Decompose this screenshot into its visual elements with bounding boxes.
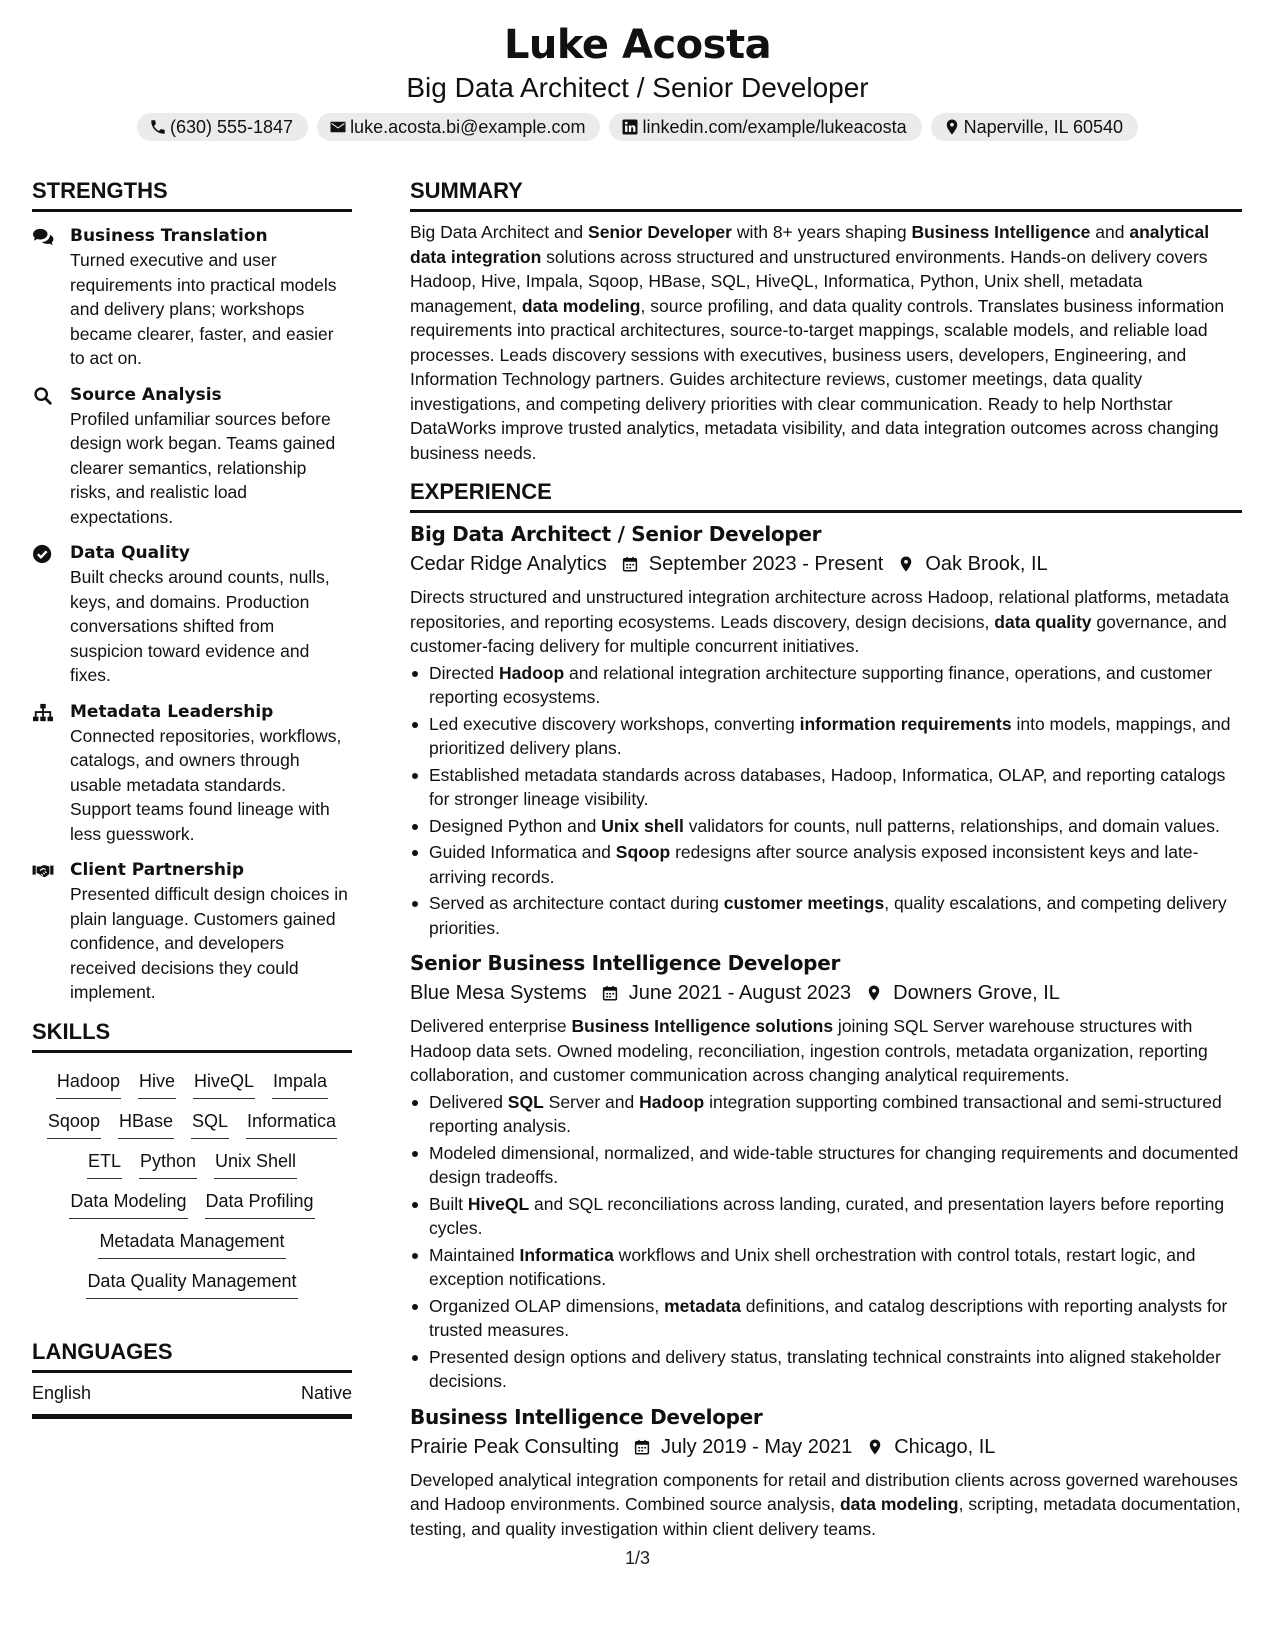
job-title: Business Intelligence Developer bbox=[410, 1404, 763, 1429]
contact-text: linkedin.com/example/lukeacosta bbox=[642, 116, 907, 137]
skills-row bbox=[34, 1109, 350, 1139]
strength-title: Business Translation bbox=[70, 226, 268, 246]
skill-tag: Hive bbox=[138, 1069, 176, 1099]
languages-list bbox=[32, 1377, 352, 1419]
bullet-item bbox=[410, 840, 1242, 889]
skill-tag: Sqoop bbox=[47, 1109, 101, 1139]
strength-item bbox=[32, 541, 352, 688]
text-run: Big Data Architect and bbox=[410, 222, 589, 242]
bullet-item bbox=[410, 763, 1242, 812]
bold-text: HiveQL bbox=[467, 1193, 530, 1214]
skills-row bbox=[34, 1229, 350, 1259]
strength-body bbox=[70, 858, 352, 1005]
check-circle-icon bbox=[32, 541, 60, 688]
text-run: solutions across structured and unstructured environments. Hands-on delivery covers Hadoop, Hive, Impala, Sqoop, HBase, SQL, HiveQL, Informatica, Python, Unix shell, metadata management, bbox=[410, 246, 1208, 316]
candidate-name: Luke Acosta bbox=[503, 22, 772, 68]
job-location: Downers Grove, IL bbox=[893, 982, 1060, 1004]
map-pin-icon bbox=[852, 1437, 894, 1457]
text-run: into models, mappings, and prioritized delivery plans. bbox=[429, 713, 1231, 758]
experience-entry bbox=[410, 1402, 1242, 1542]
envelope-icon bbox=[329, 118, 347, 136]
language-row bbox=[32, 1377, 352, 1419]
bullet-item bbox=[410, 1141, 1242, 1190]
text-run: and relational integration architecture supporting finance, operations, and customer reporting ecosystems. bbox=[429, 662, 1213, 707]
handshake-icon bbox=[32, 858, 60, 1005]
bullet-item bbox=[410, 661, 1242, 710]
text-run: Server and bbox=[543, 1091, 640, 1112]
text-run: and bbox=[1090, 222, 1130, 242]
text-run: Served as architecture contact during bbox=[429, 893, 724, 913]
language-name: English bbox=[32, 1382, 92, 1403]
job-meta bbox=[410, 1432, 1242, 1462]
experience-list bbox=[410, 519, 1242, 1541]
bold-text: Sqoop bbox=[615, 842, 671, 862]
text-run: Modeled dimensional, normalized, and wide-table structures for changing requirements and documented design tradeoffs. bbox=[429, 1142, 1239, 1187]
skills-row bbox=[34, 1149, 350, 1179]
skill-tag: ETL bbox=[87, 1149, 122, 1179]
text-run: Maintained bbox=[429, 1244, 520, 1265]
text-run: Designed Python and bbox=[429, 815, 602, 836]
strength-description: Turned executive and user requirements into practical models and delivery plans; workshops became clearer, faster, and easier to act on. bbox=[70, 250, 337, 368]
skill-tag: Informatica bbox=[246, 1109, 337, 1139]
bullet-item bbox=[410, 1345, 1242, 1394]
job-title: Senior Business Intelligence Developer bbox=[410, 951, 841, 975]
skill-tag: Impala bbox=[272, 1069, 328, 1099]
text-run: Presented design options and delivery status, translating technical constraints into aligned stakeholder decisions. bbox=[429, 1346, 1221, 1391]
strength-description: Built checks around counts, nulls, keys, and domains. Production conversations shifted from suspicion toward evidence and fixes. bbox=[70, 567, 330, 685]
text-run: with 8+ years shaping bbox=[731, 222, 912, 242]
calendar-icon bbox=[619, 1437, 661, 1457]
contact-text: (630) 555-1847 bbox=[169, 116, 294, 137]
text-run: , source profiling, and data quality controls. Translates business information requirements into practical architectures, source-to-target mappings, scalable models, and reliable load processes. Leads discovery sessions with executives, business users, developers, Engineering, and Information Technology partners. Guides architecture reviews, customer meetings, data quality investigations, and competing delivery priorities with clear communication. Ready to help Northstar DataWorks improve trusted analytics, metadata visibility, and data integration outcomes across changing business needs. bbox=[410, 295, 1225, 463]
text-run: Organized OLAP dimensions, bbox=[429, 1295, 665, 1316]
contact-text: Naperville, IL 60540 bbox=[963, 116, 1124, 137]
text-run: Delivered enterprise bbox=[410, 1016, 572, 1036]
strength-item bbox=[32, 858, 352, 1005]
job-description bbox=[410, 1468, 1242, 1542]
skill-tag: Python bbox=[139, 1149, 197, 1179]
text-run: , quality escalations, and competing delivery priorities. bbox=[429, 893, 1227, 938]
job-title: Big Data Architect / Senior Developer bbox=[410, 522, 822, 546]
skills-heading: SKILLS bbox=[32, 1019, 352, 1053]
calendar-icon bbox=[607, 554, 649, 574]
bold-text: customer meetings bbox=[723, 893, 885, 913]
skills-row bbox=[34, 1269, 350, 1299]
text-run: validators for counts, null patterns, relationships, and domain values. bbox=[683, 815, 1220, 836]
strengths-list bbox=[32, 224, 352, 1005]
phone-icon bbox=[149, 118, 167, 136]
job-description bbox=[410, 1014, 1242, 1088]
text-run: and SQL reconciliations across landing, curated, and presentation layers before reporting cycles. bbox=[429, 1193, 1225, 1238]
text-run: Delivered bbox=[429, 1091, 508, 1112]
summary-text bbox=[410, 220, 1242, 465]
text-run: , scripting, metadata documentation, testing, and quality investigation within client delivery teams. bbox=[410, 1494, 1241, 1539]
bold-text: Unix shell bbox=[601, 815, 684, 836]
job-meta bbox=[410, 549, 1242, 579]
text-run: workflows and Unix shell orchestration with control totals, restart logic, and exception notifications. bbox=[429, 1244, 1196, 1289]
linkedin-icon bbox=[621, 118, 639, 136]
strength-description: Presented difficult design choices in plain language. Customers gained confidence, and developers received decisions they could implement. bbox=[70, 884, 348, 1002]
strength-item bbox=[32, 224, 352, 371]
contact-text: luke.acosta.bi@example.com bbox=[350, 116, 586, 137]
language-level: Native bbox=[300, 1382, 352, 1403]
bullet-item bbox=[410, 891, 1242, 940]
contact-chip[interactable] bbox=[317, 113, 600, 141]
skill-tag: HBase bbox=[118, 1109, 174, 1139]
strength-title: Metadata Leadership bbox=[70, 701, 274, 722]
map-pin-icon bbox=[851, 983, 893, 1003]
strengths-heading: STRENGTHS bbox=[32, 178, 352, 212]
page-number: 1/3 bbox=[624, 1548, 651, 1568]
bullet-item bbox=[410, 1294, 1242, 1343]
bullet-item bbox=[410, 1090, 1242, 1139]
skill-tag: Data Profiling bbox=[205, 1189, 315, 1219]
bold-text: Senior Developer bbox=[588, 222, 732, 242]
bullet-item bbox=[410, 1243, 1242, 1292]
experience-entry bbox=[410, 948, 1242, 1394]
bold-text: Business Intelligence bbox=[911, 222, 1091, 242]
bullet-item bbox=[410, 712, 1242, 761]
bold-text: Hadoop bbox=[499, 662, 565, 683]
text-run: joining SQL Server warehouse structures with Hadoop data sets. Owned modeling, reconciliation, ingestion controls, metadata organization, reporting collaboration, and customer communication across changing analytical requirements. bbox=[410, 1016, 1208, 1085]
bold-text: analytical data integration bbox=[410, 222, 1210, 267]
left-column bbox=[32, 178, 352, 1419]
languages-heading: LANGUAGES bbox=[32, 1339, 352, 1373]
skill-tag: Hadoop bbox=[56, 1069, 121, 1099]
job-location: Chicago, IL bbox=[894, 1435, 996, 1458]
strength-title: Data Quality bbox=[70, 543, 190, 563]
skill-tag: Metadata Management bbox=[98, 1229, 285, 1259]
job-dates: July 2019 - May 2021 bbox=[661, 1435, 853, 1458]
strength-body bbox=[70, 541, 352, 688]
job-description bbox=[410, 585, 1242, 659]
strength-title: Source Analysis bbox=[70, 384, 222, 405]
strength-body bbox=[70, 383, 352, 530]
bold-text: Informatica bbox=[519, 1244, 614, 1265]
text-run: Built bbox=[429, 1193, 468, 1214]
candidate-title: Big Data Architect / Senior Developer bbox=[406, 72, 869, 103]
strength-item bbox=[32, 700, 352, 847]
strength-description: Profiled unfamiliar sources before design work began. Teams gained clearer semantics, relationship risks, and realistic load expectations. bbox=[70, 408, 336, 527]
job-bullets bbox=[410, 661, 1242, 941]
bold-text: data modeling bbox=[521, 295, 641, 316]
strength-item bbox=[32, 383, 352, 530]
chat-bubbles-icon bbox=[32, 224, 60, 371]
bullet-item bbox=[410, 1192, 1242, 1241]
job-meta bbox=[410, 978, 1242, 1008]
job-dates: June 2021 - August 2023 bbox=[628, 982, 852, 1004]
contact-chip[interactable] bbox=[931, 113, 1138, 141]
job-dates: September 2023 - Present bbox=[648, 553, 884, 575]
bullet-item bbox=[410, 814, 1242, 839]
text-run: Directed bbox=[429, 662, 500, 683]
skills-list bbox=[32, 1065, 352, 1299]
right-column bbox=[410, 178, 1242, 1549]
summary-heading: SUMMARY bbox=[410, 178, 1242, 212]
text-run: Guided Informatica and bbox=[429, 842, 616, 862]
skill-tag: Unix Shell bbox=[214, 1149, 297, 1179]
strength-title: Client Partnership bbox=[70, 860, 245, 880]
skill-tag: HiveQL bbox=[193, 1069, 255, 1099]
company-name: Blue Mesa Systems bbox=[410, 982, 587, 1004]
strength-body bbox=[70, 224, 352, 371]
search-icon bbox=[32, 383, 60, 530]
skills-row bbox=[34, 1189, 350, 1219]
bold-text: metadata bbox=[664, 1295, 741, 1316]
bold-text: information requirements bbox=[799, 713, 1012, 734]
contact-bar bbox=[0, 113, 1275, 141]
strength-description: Connected repositories, workflows, catalogs, and owners through usable metadata standards. Support teams found lineage with less guesswork. bbox=[70, 725, 342, 844]
text-run: Developed analytical integration components for retail and distribution clients across governed warehouses and Hadoop environments. Combined source analysis, bbox=[410, 1469, 1238, 1514]
bold-text: Hadoop bbox=[639, 1091, 705, 1112]
skill-tag: Data Quality Management bbox=[86, 1269, 297, 1299]
text-run: redesigns after source analysis exposed inconsistent keys and late-arriving records. bbox=[429, 842, 1199, 887]
company-name: Cedar Ridge Analytics bbox=[410, 553, 607, 575]
skills-row bbox=[34, 1069, 350, 1099]
calendar-icon bbox=[587, 983, 629, 1003]
text-run: integration supporting combined transactional and semi-structured reporting analysis. bbox=[429, 1091, 1222, 1136]
contact-chip[interactable] bbox=[137, 113, 308, 141]
text-run: Established metadata standards across databases, Hadoop, Informatica, OLAP, and reporting catalogs for stronger lineage visibility. bbox=[429, 764, 1226, 809]
text-run: Led executive discovery workshops, converting bbox=[429, 713, 800, 734]
skill-tag: SQL bbox=[191, 1109, 229, 1139]
bold-text: SQL bbox=[507, 1091, 544, 1112]
strength-body bbox=[70, 700, 352, 847]
text-run: Directs structured and unstructured integration architecture across Hadoop, relational platforms, metadata repositories, and reporting ecosystems. Leads discovery, design decisions, bbox=[410, 587, 1230, 632]
bold-text: Business Intelligence solutions bbox=[571, 1016, 834, 1036]
skill-tag: Data Modeling bbox=[69, 1189, 187, 1219]
job-location: Oak Brook, IL bbox=[925, 553, 1048, 575]
text-run: governance, and customer-facing delivery for multiple concurrent initiatives. bbox=[410, 611, 1227, 656]
bold-text: data modeling bbox=[839, 1494, 959, 1514]
bold-text: data quality bbox=[994, 611, 1092, 632]
map-pin-icon bbox=[883, 554, 925, 574]
job-bullets bbox=[410, 1090, 1242, 1394]
text-run: definitions, and catalog descriptions with reporting analysts for trusted measures. bbox=[429, 1295, 1228, 1340]
map-pin-icon bbox=[943, 118, 961, 136]
contact-chip[interactable] bbox=[609, 113, 921, 141]
company-name: Prairie Peak Consulting bbox=[410, 1435, 619, 1458]
sitemap-icon bbox=[32, 700, 60, 847]
experience-entry bbox=[410, 519, 1242, 940]
experience-heading: EXPERIENCE bbox=[410, 479, 1242, 513]
